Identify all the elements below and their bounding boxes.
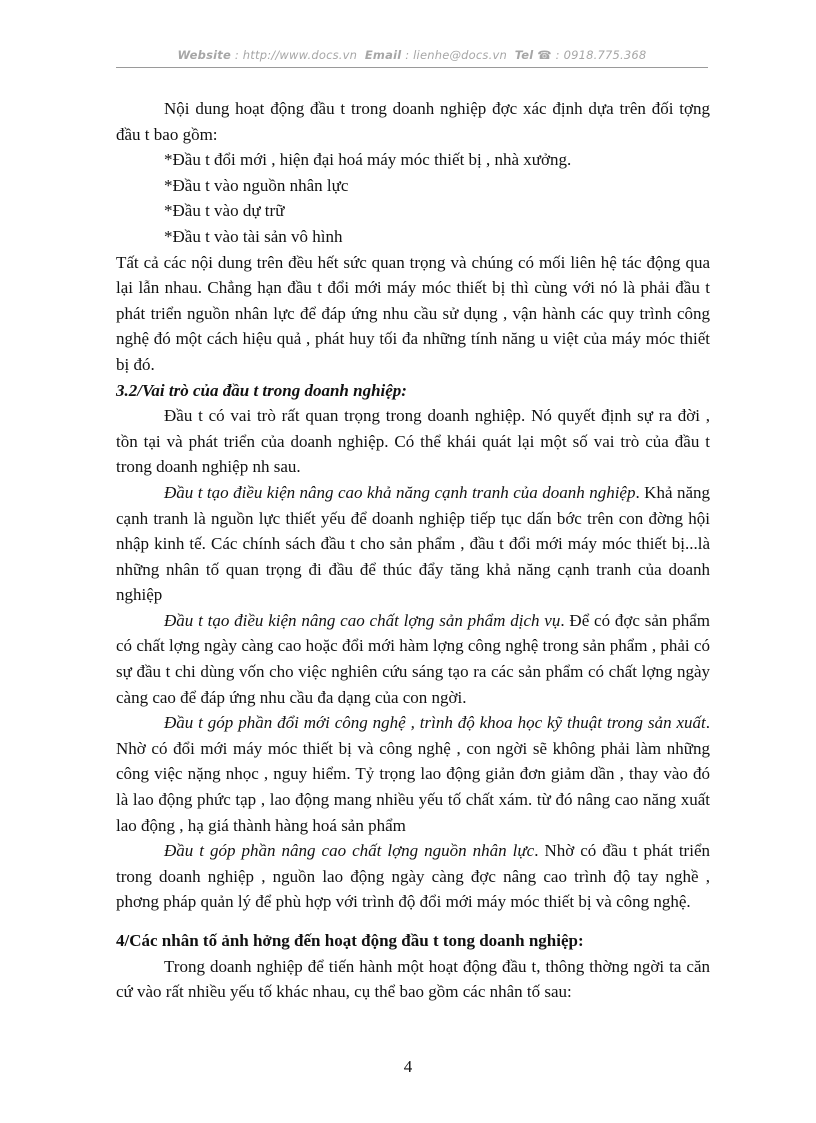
list-item: *Đầu t đổi mới , hiện đại hoá máy móc thiết bị , nhà xưởng. — [164, 150, 572, 170]
page-number: 4 — [403, 1057, 413, 1076]
section-heading-3-2: 3.2/Vai trò của đầu t trong doanh nghiệp: — [116, 380, 407, 400]
list-item: *Đầu t vào dự trữ — [164, 201, 285, 221]
emphasis-text: Đầu t góp phần nâng cao chất lợng nguồn nhân lực — [164, 841, 535, 861]
paragraph-text: . Để có đợc sản phẩm có chất lợng ngày càng cao hoặc đổi mới hàm lợng công nghệ trong sản phẩm , phải có sự đầu t chi dùng vốn cho việc nghiên cứu sáng tạo ra các sản phẩm có chất lợng ngày càng cao để đáp ứng nhu cầu đa dạng của con ngời. — [116, 610, 710, 707]
emphasis-text: Đầu t tạo điều kiện nâng cao khả năng cạnh tranh của doanh nghiệp — [164, 482, 636, 502]
email-value: : lienhe@docs.vn — [405, 48, 507, 62]
paragraph-text: . Nhờ có đầu t phát triển trong doanh nghiệp , nguồn lao động ngày càng đợc nâng cao trình độ tay nghề , phơng pháp quản lý để phù hợp với trình độ đổi mới máy móc thiết bị và công nghệ. — [116, 841, 710, 912]
emphasis-text: Đầu t tạo điều kiện nâng cao chất lợng sản phẩm dịch vụ — [164, 610, 561, 630]
list-item: *Đầu t vào tài sản vô hình — [164, 226, 343, 246]
tel-value: ☎ : 0918.775.368 — [537, 48, 647, 62]
email-label: Email — [364, 48, 402, 62]
paragraph-text: . Khả năng cạnh tranh là nguồn lực thiết yếu để doanh nghiệp tiếp tục dấn bớc trên con đờng hội nhập kinh tế. Các chính sách đầu t cho sản phẩm , đầu t đổi mới máy móc thiết bị...là những nhân tố quan trọng đi đầu để thúc đẩy tăng khả năng cạnh tranh của doanh nghiệp — [116, 482, 710, 605]
paragraph-text: . Nhờ có đổi mới máy móc thiết bị và công nghệ , con ngời sẽ không phải làm những công việc nặng nhọc , nguy hiểm. Tỷ trọng lao động giản đơn giảm dần , thay vào đó là lao động phức tạp , lao động mang nhiều yếu tố chất xám. từ đó nâng cao năng xuất lao động , hạ giá thành hàng hoá sản phẩm — [116, 713, 710, 835]
paragraph-competitiveness — [116, 480, 710, 608]
paragraph-investment-content: Nội dung hoạt động đầu t trong doanh nghiệp đợc xác định dựa trên đối tợng đầu t bao gồm: — [116, 99, 710, 144]
paragraph-quality — [116, 608, 710, 710]
website-label: Website — [177, 48, 231, 62]
paragraph-relationship: Tất cả các nội dung trên đều hết sức quan trọng và chúng có mối liên hệ tác động qua lại lẫn nhau. Chẳng hạn đầu t đổi mới máy móc thiết bị thì cùng với nó là phải đầu t phát triển nguồn nhân lực để đáp ứng nhu cầu sử dụng , vận hành các quy trình công nghệ đó một cách hiệu quả , phát huy tối đa những tính năng u việt của máy móc thiết bị đó. — [116, 252, 710, 374]
paragraph-human-resources — [116, 838, 710, 915]
tel-label: Tel — [514, 48, 534, 62]
paragraph-role-intro: Đầu t có vai trò rất quan trọng trong doanh nghiệp. Nó quyết định sự ra đời , tồn tại và phát triển của doanh nghiệp. Có thể khái quát lại một số vai trò của đầu t trong doanh nghiệp nh sau. — [116, 406, 710, 477]
header-divider — [116, 67, 708, 68]
list-item: *Đầu t vào nguồn nhân lực — [164, 175, 349, 195]
paragraph-factors-intro: Trong doanh nghiệp để tiến hành một hoạt động đầu t, thông thờng ngời ta căn cứ vào rất nhiều yếu tố khác nhau, cụ thể bao gồm các nhân tố sau: — [116, 956, 710, 1002]
paragraph-technology — [116, 710, 710, 838]
page-header — [116, 48, 708, 62]
document-body — [116, 96, 710, 1005]
section-heading-4: 4/Các nhân tố ảnh hởng đến hoạt động đầu t tong doanh nghiệp: — [116, 931, 584, 950]
website-value: : http://www.docs.vn — [234, 48, 358, 62]
emphasis-text: Đầu t góp phần đổi mới công nghệ , trình độ khoa học kỹ thuật trong sản xuất — [164, 713, 706, 733]
